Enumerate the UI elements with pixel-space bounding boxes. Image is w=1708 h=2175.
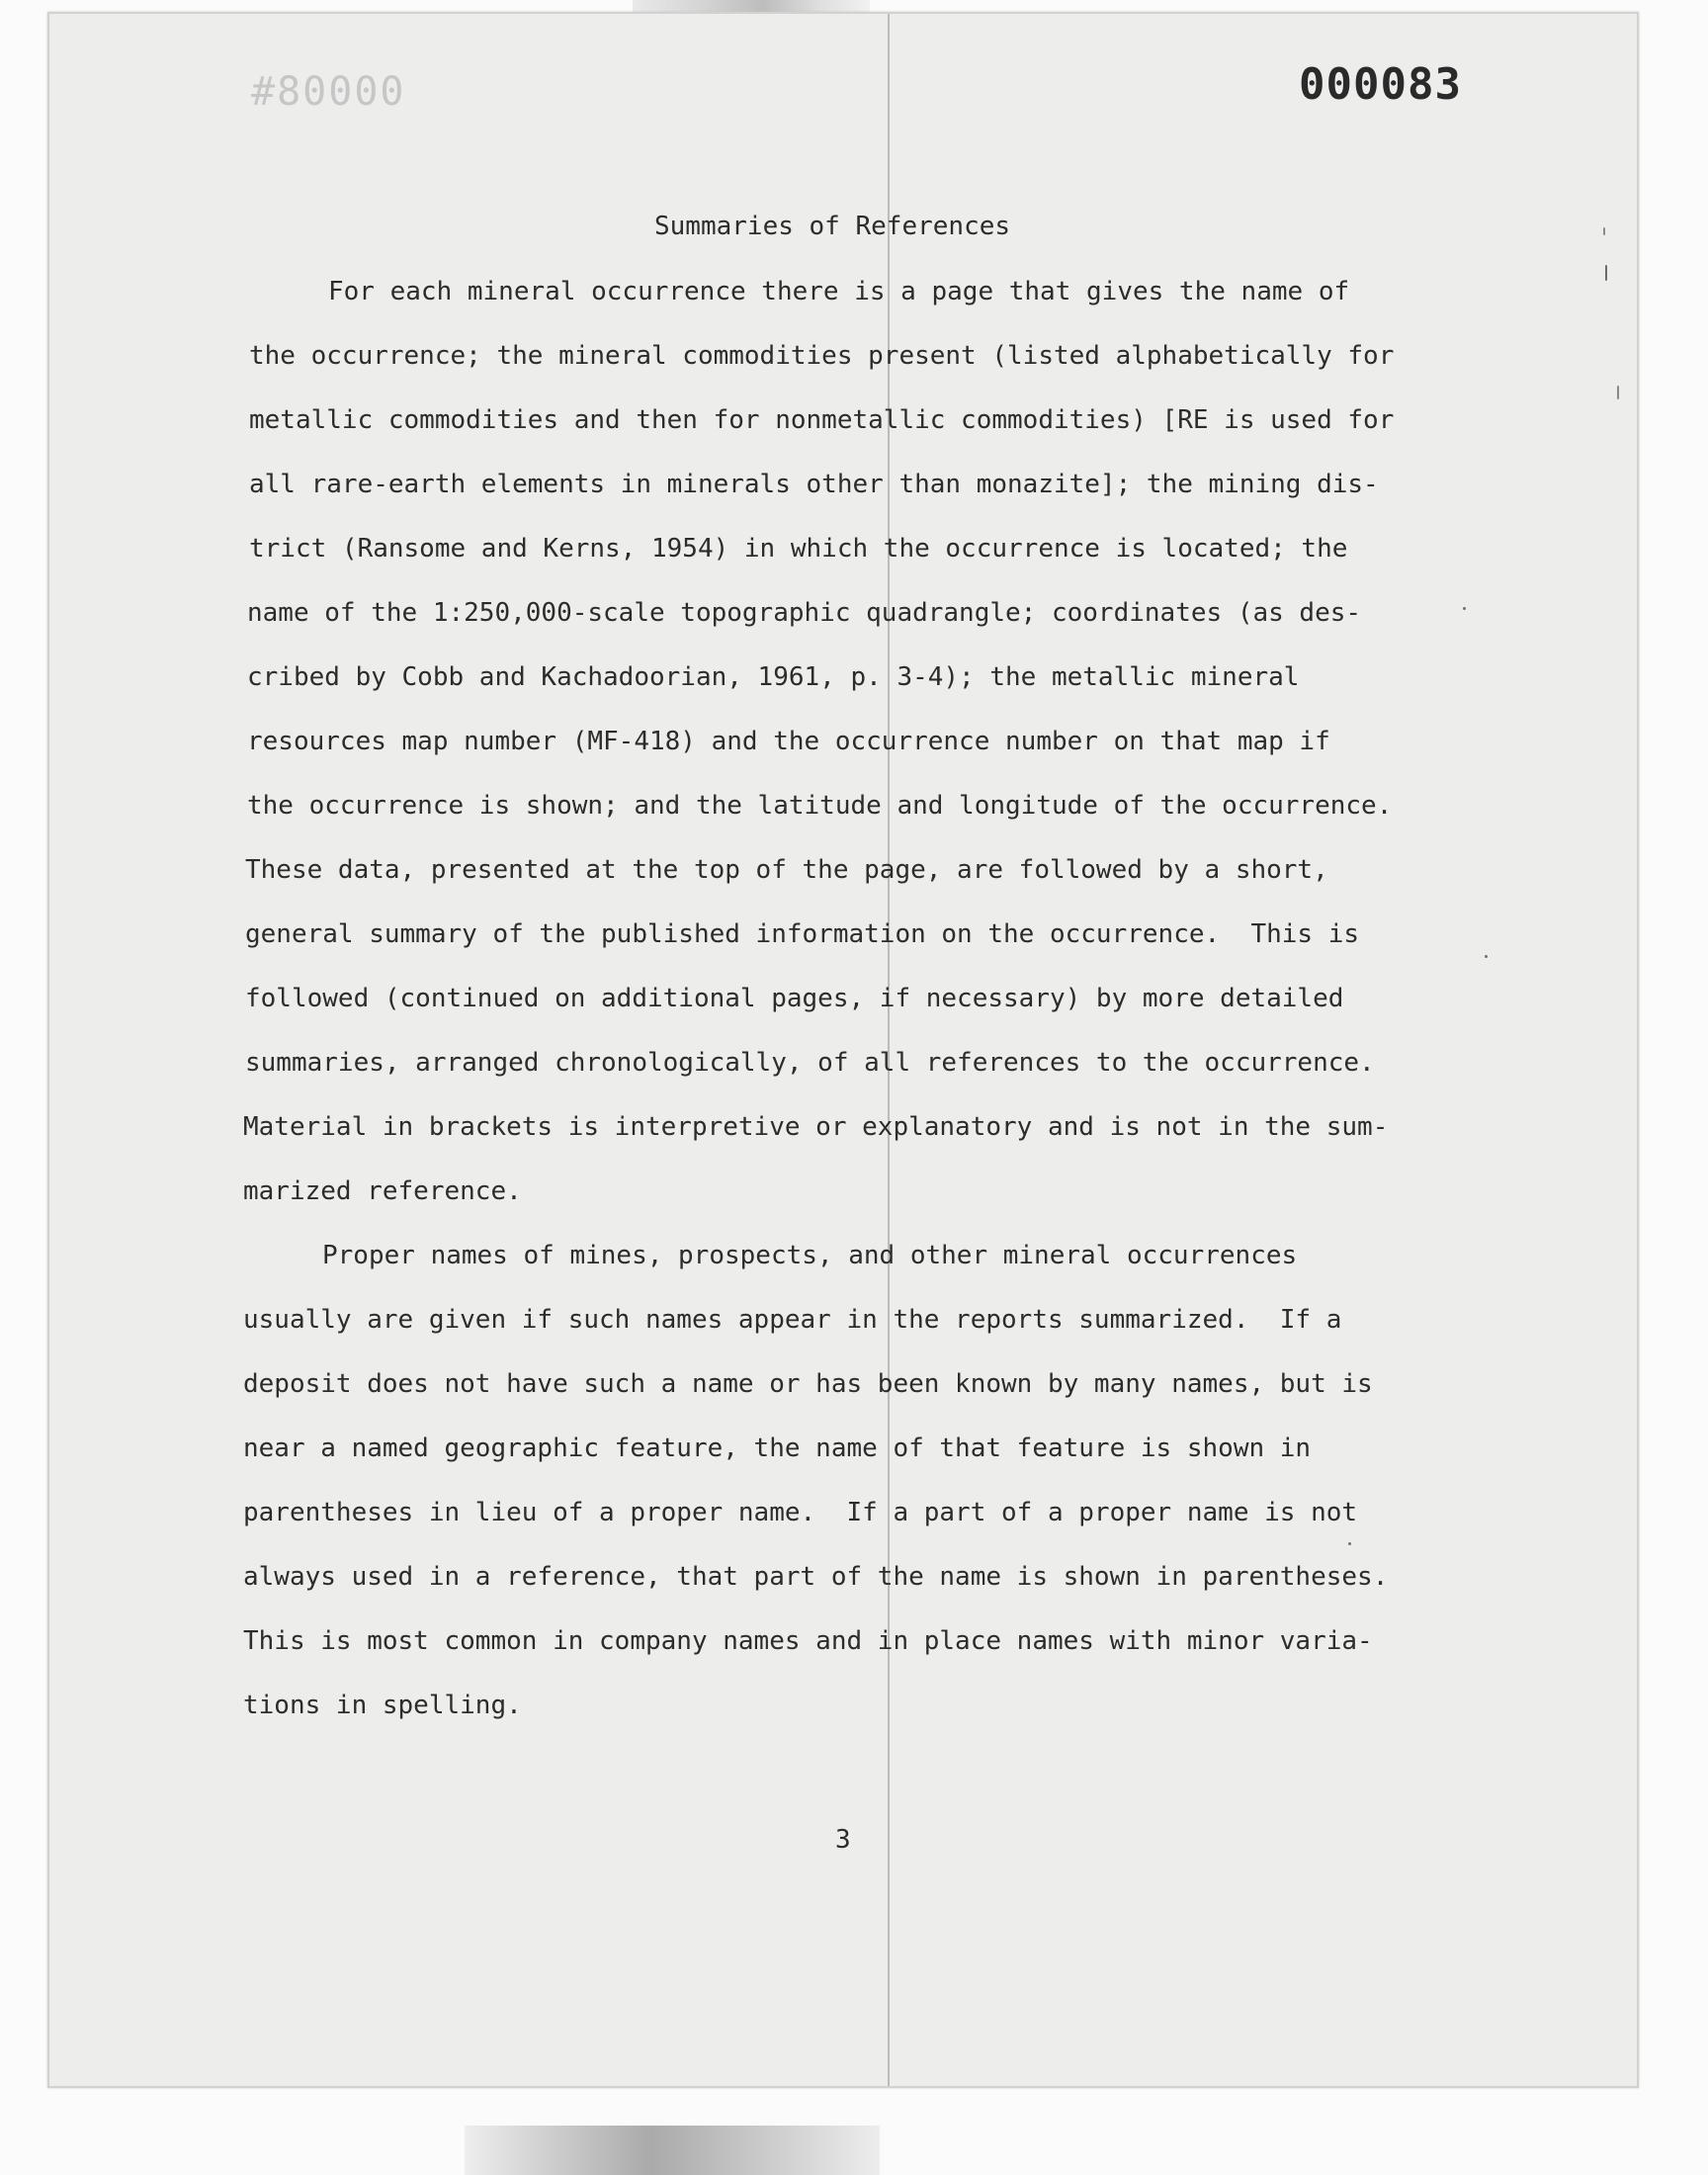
text-line: followed (continued on additional pages, if necessary) by more detailed (245, 984, 1344, 1013)
text-line: general summary of the published information on the occurrence. This is (245, 919, 1360, 949)
text-line: always used in a reference, that part of the name is shown in parentheses. (243, 1562, 1389, 1592)
scan-speck (1463, 607, 1466, 610)
text-line: trict (Ransome and Kerns, 1954) in which the occurrence is located; the (249, 534, 1348, 564)
text-line: all rare-earth elements in minerals other than monazite]; the mining dis- (249, 470, 1379, 499)
document-page (47, 12, 1639, 2088)
scan-speck (1605, 265, 1607, 281)
text-line: near a named geographic feature, the name of that feature is shown in (243, 1434, 1312, 1463)
text-line: cribed by Cobb and Kachadoorian, 1961, p. 3-4); the metallic mineral (247, 662, 1300, 692)
text-line: Proper names of mines, prospects, and other mineral occurrences (322, 1241, 1298, 1270)
text-line: This is most common in company names and in place names with minor varia- (243, 1626, 1373, 1656)
text-line: deposit does not have such a name or has been known by many names, but is (243, 1369, 1373, 1399)
text-line: metallic commodities and then for nonmetallic commodities) [RE is used for (249, 405, 1395, 435)
text-line: the occurrence; the mineral commodities present (listed alphabetically for (249, 341, 1395, 371)
scan-speck (1348, 1542, 1351, 1545)
text-line: resources map number (MF-418) and the occurrence number on that map if (247, 727, 1330, 756)
page-number: 3 (835, 1825, 851, 1855)
text-line: the occurrence is shown; and the latitude and longitude of the occurrence. (247, 791, 1393, 821)
text-line: Material in brackets is interpretive or explanatory and is not in the sum- (243, 1112, 1389, 1142)
text-line: summaries, arranged chronologically, of all references to the occurrence. (245, 1048, 1375, 1078)
text-line: marized reference. (243, 1176, 522, 1206)
scan-speck (1617, 386, 1619, 399)
text-line: usually are given if such names appear in the reports summarized. If a (243, 1305, 1342, 1335)
text-line: tions in spelling. (243, 1691, 522, 1720)
scan-speck (1603, 227, 1605, 235)
page-title: Summaries of References (654, 212, 1011, 241)
text-line: For each mineral occurrence there is a page that gives the name of (328, 277, 1350, 306)
scan-speck (1485, 955, 1488, 958)
text-line: name of the 1:250,000-scale topographic quadrangle; coordinates (as des- (247, 598, 1362, 628)
stamp-left-number: #80000 (251, 69, 406, 115)
text-line: These data, presented at the top of the page, are followed by a short, (245, 855, 1328, 885)
text-line: parentheses in lieu of a proper name. If a part of a proper name is not (243, 1498, 1358, 1527)
scanner-edge-bottom (465, 2126, 880, 2175)
stamp-right-number: 000083 (1299, 59, 1462, 110)
